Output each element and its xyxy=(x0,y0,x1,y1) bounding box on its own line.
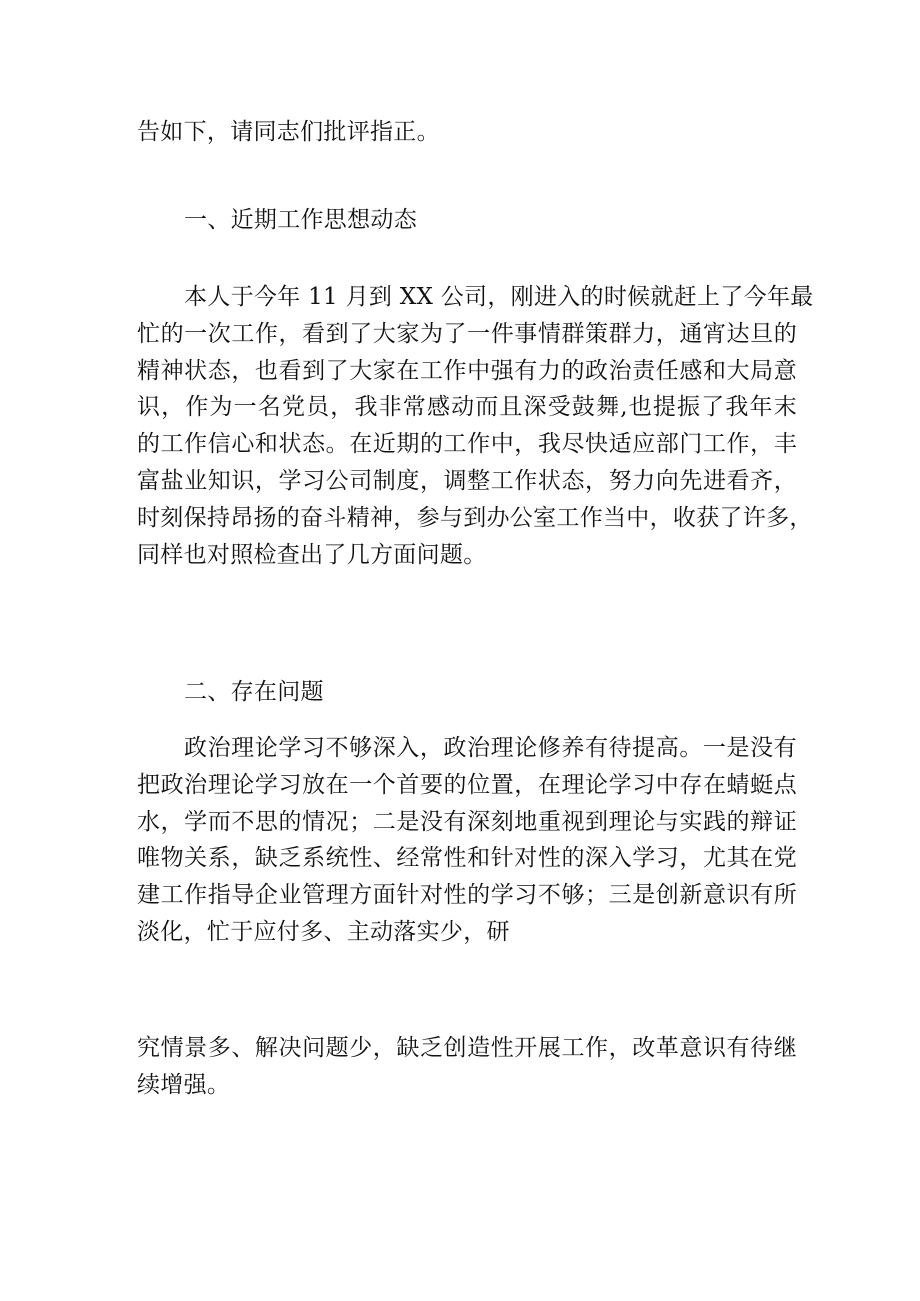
text-line: 把政治理论学习放在一个首要的位置，在理论学习中存在蜻蜓点 xyxy=(137,771,797,798)
section-heading: 二、存在问题 xyxy=(184,679,324,705)
text-line: 告如下，请同志们批评指正。 xyxy=(137,119,440,145)
text-line: 的工作信心和状态。在近期的工作中，我尽快适应部门工作，丰 xyxy=(137,431,797,458)
text-line: 究情景多、解决问题少，缺乏创造性开展工作，改革意识有待继 xyxy=(137,1035,797,1061)
text-line: 续增强。 xyxy=(137,1071,231,1098)
text-line: 唯物关系，缺乏系统性、经常性和针对性的深入学习，尤其在党 xyxy=(137,845,797,872)
section-1-heading xyxy=(137,202,797,239)
text-line: 本人于今年 11 月到 XX 公司，刚进入的时候就赶上了今年最 xyxy=(184,284,814,310)
text-line: 建工作指导企业管理方面针对性的学习不够；三是创新意识有所 xyxy=(137,882,797,909)
text-line: 同样也对照检查出了几方面问题。 xyxy=(137,541,487,568)
text-line: 精神状态，也看到了大家在工作中强有力的政治责任感和大局意 xyxy=(137,357,797,384)
text-line: 时刻保持昂扬的奋斗精神，参与到办公室工作当中，收获了许多， xyxy=(137,504,813,531)
section-2-continuation xyxy=(137,1030,797,1104)
section-2-heading xyxy=(137,674,797,711)
text-line: 水，学而不思的情况；二是没有深刻地重视到理论与实践的辩证 xyxy=(137,808,797,835)
text-line: 政治理论学习不够深入，政治理论修养有待提高。一是没有 xyxy=(184,735,797,761)
section-1-paragraph xyxy=(137,279,814,573)
section-heading: 一、近期工作思想动态 xyxy=(184,207,417,233)
text-line: 忙的一次工作，看到了大家为了一件事情群策群力，通宵达旦的 xyxy=(137,320,797,347)
intro-paragraph-tail xyxy=(137,114,797,151)
text-line: 识，作为一名党员，我非常感动而且深受鼓舞,也提振了我年末 xyxy=(137,394,797,421)
section-2-paragraph xyxy=(137,730,797,951)
text-line: 富盐业知识，学习公司制度，调整工作状态，努力向先进看齐， xyxy=(137,467,797,494)
text-line: 淡化，忙于应付多、主动落实少，研 xyxy=(137,918,510,945)
